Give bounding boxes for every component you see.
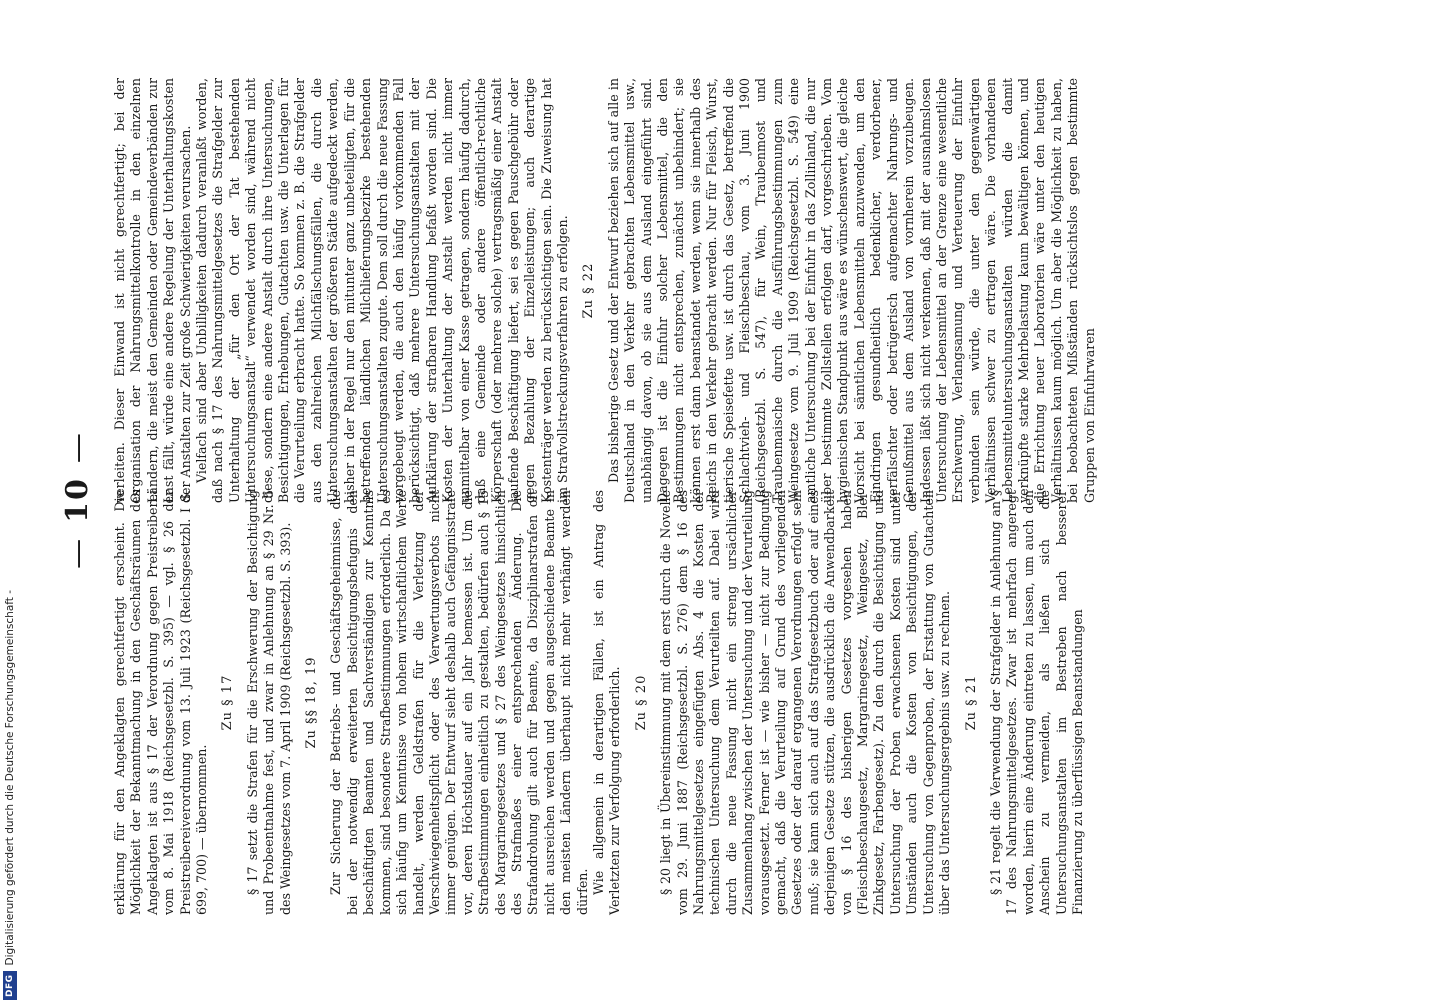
section-heading: Zu § 22	[581, 262, 597, 319]
credit-text: Digitalisierung gefördert durch die Deutsche Forschungsgemeinschaft -	[4, 589, 16, 966]
right-column	[112, 78, 1098, 503]
section-heading: Zu § 21	[963, 674, 979, 731]
paragraph: erklärung für den Angeklagten gerechtfertigt erscheint. Die Möglichkeit der Bekanntmachung in den Geschäftsräumen des Angeklagten ist aus § 17 der Verordnung gegen Preistreiberei vom 8. Mai 1918 (Reichsgesetzbl. S. 395) — vgl. § 26 der Preistreibereiverordnung vom 13. Juli 1923 (Reichsgesetzbl. I S. 699, 700) — übernommen.	[112, 490, 210, 915]
left-column	[112, 490, 1086, 915]
paragraph: § 17 setzt die Strafen für die Erschwerung der Besichtigung und Probeentnahme fest, und zwar in Anlehnung an § 29 Nr. 5 des Weingesetzes vom 7. April 1909 (Reichsgesetzbl. S. 393).	[244, 490, 293, 915]
page-number: —10—	[60, 431, 95, 569]
section-heading: Zu § 17	[220, 674, 236, 731]
paragraph: Vielfach sind aber Unbilligkeiten dadurch veranlaßt worden, daß nach § 17 des Nahrungsmittelgesetzes die Strafgelder zur Unterhaltung der „für den Ort der Tat bestehenden Untersuchungsanstalt“ verwendet worden sind, während nicht diese, sondern eine andere Anstalt durch ihre Untersuchungen, Besichtigungen, Erhebungen, Gutachten usw. die Unterlagen für die Verurteilung erbracht hatte. So kommen z. B. die Strafgelder aus den zahlreichen Milchfälschungsfällen, die durch die Untersuchungsanstalten der größeren Städte aufgedeckt werden, bisher in der Regel nur den mitunter ganz unbeteiligten, für die betreffenden ländlichen Milchlieferungsbezirke bestehenden Untersuchungsanstalten zugute. Dem soll durch die neue Fassung vorgebeugt werden, die auch den häufig vorkommenden Fall berücksichtigt, daß mehrere Untersuchungsanstalten mit der Aufklärung der strafbaren Handlung befaßt worden sind. Die Kosten der Unterhaltung der Anstalt werden nicht immer unmittelbar von einer Kasse getragen, sondern häufig dadurch, daß eine Gemeinde oder andere öffentlich-rechtliche Körperschaft (oder mehrere solche) vertragsmäßig einer Anstalt laufende Beschäftigung liefert, sei es gegen Pauschgebühr oder gegen Bezahlung der Einzelleistungen; auch derartige Kostenträger werden zu berücksichtigen sein. Die Zuweisung hat im Strafvollstreckungsverfahren zu erfolgen.	[194, 78, 570, 503]
paragraph: verleiten. Dieser Einwand ist nicht gerechtfertigt; bei der Organisation der Nahrungsmittelkontrolle in den einzelnen Ländern, die meist den Gemeinden oder Gemeindeverbänden zur Last fällt, würde eine andere Regelung der Unterhaltungskosten der Anstalten zur Zeit große Schwierigkeiten verursachen.	[112, 78, 193, 503]
digitization-credit	[1, 0, 19, 1000]
paragraph: Zur Sicherung der Betriebs- und Geschäftsgeheimnisse, die bei der notwendig erweiterten Besichtigungsbefugnis den beschäftigten Beamten und Sachverständigen zur Kenntnis kommen, sind besondere Strafbestimmungen erforderlich. Da es sich häufig um Kenntnisse von hohem wirtschaftlichem Werte handelt, werden Geldstrafen für die Verletzung der Verschwiegenheitspflicht oder des Verwertungsverbots nicht immer genügen. Der Entwurf sieht deshalb auch Gefängnisstrafe vor, deren Höchstdauer auf ein Jahr bemessen ist. Um die Strafbestimmungen einheitlich zu gestalten, bedürfen auch § 15 des Margarinegesetzes und § 27 des Weingesetzes hinsichtlich des Strafmaßes einer entsprechenden Änderung. Die Strafandrohung gilt auch für Beamte, da Disziplinarstrafen oft nicht ausreichen werden und gegen ausgeschiedene Beamte in den meisten Ländern überhaupt nicht mehr verhängt werden dürfen.	[328, 490, 590, 915]
paragraph: Wie allgemein in derartigen Fällen, ist ein Antrag des Verletzten zur Verfolgung erforderlich.	[590, 490, 623, 915]
section-heading: Zu §§ 18, 19	[304, 656, 320, 749]
dfg-logo: DFG	[3, 971, 17, 1000]
paragraph: Das bisherige Gesetz und der Entwurf beziehen sich auf alle in Deutschland in den Verkehr gebrachten Lebensmittel usw., unabhängig davon, ob sie aus dem Ausland eingeführt sind. Dagegen ist die Einfuhr solcher Lebensmittel, die den Bestimmungen nicht entsprechen, zunächst unbehindert; sie können erst dann beanstandet werden, wenn sie innerhalb des Reichs in den Verkehr gebracht werden. Nur für Fleisch, Wurst, tierische Speisefette usw. ist durch das Gesetz, betreffend die Schlachtvieh- und Fleischbeschau, vom 3. Juni 1900 (Reichsgesetzbl. S. 547), für Wein, Traubenmost und Traubenmaische durch die Ausführungsbestimmungen zum Weingesetze vom 9. Juli 1909 (Reichsgesetzbl. S. 549) eine amtliche Untersuchung bei der Einfuhr in das Zollinland, die nur über bestimmte Zollstellen erfolgen darf, vorgeschrieben. Vom hygienischen Standpunkt aus wäre es wünschenswert, die gleiche Vorsicht bei sämtlichen Lebensmitteln anzuwenden, um den Eindringen gesundheitlich bedenklicher, verdorbener, verfälschter oder betrügerisch aufgemachter Nahrungs- und Genußmittel aus dem Ausland von vornherein vorzubeugen. Indessen läßt sich nicht verkennen, daß mit der ausnahmslosen Untersuchung der Lebensmittel an der Grenze eine wesentliche Erschwerung, Verlangsamung und Verteuerung der Einfuhr verbunden sein würde, die unter den gegenwärtigen Verhältnissen schwer zu ertragen wäre. Die vorhandenen Lebensmitteluntersuchungsanstalten würden die damit verknüpfte starke Mehrbelastung kaum bewältigen können, und die Errichtung neuer Laboratorien wäre unter den heutigen Verhältnissen kaum möglich. Um aber die Möglichkeit zu haben, bei beobachteten Mißständen rücksichtslos gegen bestimmte Gruppen von Einfuhrwaren	[605, 78, 1097, 503]
section-heading: Zu § 20	[633, 674, 649, 731]
paragraph: § 21 regelt die Verwendung der Strafgelder in Anlehnung an § 17 des Nahrungsmittelgesetzes. Zwar ist mehrfach angeregt worden, hierin eine Änderung eintreten zu lassen, um auch den Anschein zu vermeiden, als ließen sich die Untersuchungsanstalten im Bestreben nach besserer Finanzierung zu überflüssigen Beanstandungen	[987, 490, 1085, 915]
paragraph: § 20 liegt in Übereinstimmung mit dem erst durch die Novelle vom 29. Juni 1887 (Reichsgesetzbl. S. 276) dem § 16 des Nahrungsmittelgesetzes eingefügten Abs. 4 die Kosten der technischen Untersuchung dem Verurteilten auf. Dabei wird durch die neue Fassung nicht ein streng ursächlicher Zusammenhang zwischen der Untersuchung und der Verurteilung vorausgesetzt. Ferner ist — wie bisher — nicht zur Bedingung gemacht, daß die Verurteilung auf Grund des vorliegenden Gesetzes oder der darauf ergangenen Verordnungen erfolgt sein muß; sie kann sich auch auf das Strafgesetzbuch oder auf eines derjenigen Gesetze stützen, die ausdrücklich die Anwendbarkeit von § 16 des bisherigen Gesetzes vorgesehen haben (Fleischbeschaugesetz, Margarinegesetz, Weingesetz, Blei-Zinkgesetz, Farbengesetz). Zu den durch die Besichtigung und Untersuchung der Proben erwachsenen Kosten sind unter Umständen auch die Kosten von Besichtigungen, der Untersuchung von Gegenproben, der Erstattung von Gutachten über das Untersuchungsergebnis usw. zu rechnen.	[658, 490, 953, 915]
